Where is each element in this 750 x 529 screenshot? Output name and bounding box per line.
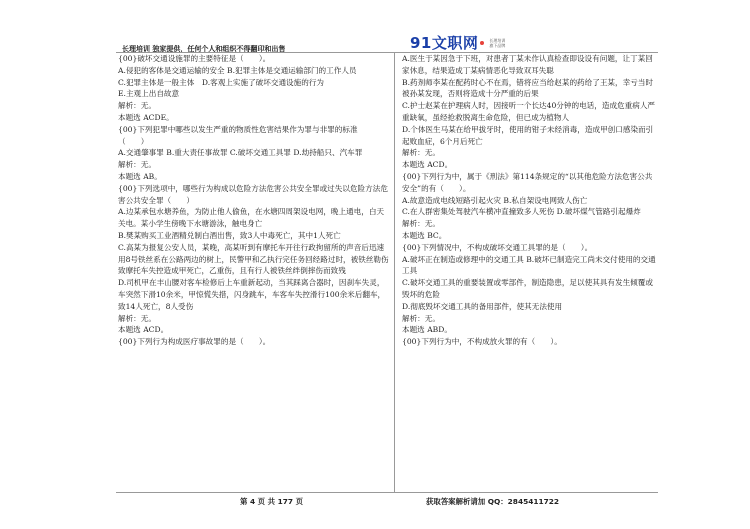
logo-text: 91文职网 <box>410 34 479 52</box>
option-line: C.破坏交通工具的重要装置或零部件，制造隐患，足以使其具有发生倾覆或毁坏的危险 <box>402 278 653 299</box>
question-text: {00}下列犯罪中哪些以发生严重的物质性危害结果作为罪与非罪的标准 <box>118 124 358 134</box>
analysis-line: 解析：无。 <box>402 219 440 229</box>
analysis-line: 解析：无。 <box>402 148 440 158</box>
left-column <box>118 53 390 348</box>
option-line: A.医生于某因急于下班，对患者丁某未作认真检查即设设有问题，让丁某回家休息，结果造成丁某病情恶化导致双耳失聪 <box>402 54 653 75</box>
logo-tagline-1: 长理培训 <box>489 37 506 43</box>
logo-tagline-2: 旗下品牌 <box>489 42 506 48</box>
option-line: A.边某承包水塘养鱼，为防止他人偷鱼，在水塘四周架设电网，晚上通电，白天关电。某小学生傍晚下水塘游泳，触电身亡 <box>118 207 385 229</box>
option-line: A.交通肇事罪 B.重大责任事故罪 C.破坏交通工具罪 D.劫持船只、汽车罪 <box>118 148 363 158</box>
question-text: {00}下列行为构成医疗事故罪的是（ ）。 <box>118 337 271 347</box>
question-text: {00}下列行为中，不构成放火罪的有（ ）。 <box>402 337 562 347</box>
option-line: C.高某为报复公安人员，某晚，高某听到有摩托车开往行政拘留所的声音后迅速用8号铁丝系在公路两边的树上，民警甲和乙执行完任务回经路过时，被铁丝勒伤致摩托车失控造成甲死亡，乙重伤，且有行人被铁丝绊倒摔伤而致残 <box>118 242 389 276</box>
answer-line: 本题选 ACD。 <box>118 325 169 335</box>
option-line: D.司机甲在丰山腰对客车检修后上车重新起动，当其踩离合器时，因刹车失灵，车突然下滑10余米，甲惊慌失措，闪身跳车，车客车失控滑行100余米后翻车，致14人死亡，8人受伤 <box>118 278 386 311</box>
logo-tagline <box>489 38 505 48</box>
answer-line: 本题选 AB。 <box>118 171 162 181</box>
option-line: D.个体医生马某在给甲拔牙时，使用的钳子未经消毒，造成甲创口感染而引起败血症，6个月后死亡 <box>402 124 654 146</box>
option-line: C.犯罪主体是一般主体 D.客观上实施了破坏交通设施的行为 <box>118 77 325 87</box>
page-number: 第 4 页 共 177 页 <box>240 497 303 506</box>
option-line: C.护士赵某在护理病人时，因接听一个长达40分钟的电话，造成危重病人严重缺氧，虽经抢救脱离生命危险，但已成为植物人 <box>402 101 656 122</box>
analysis-line: 解析：无。 <box>118 101 156 111</box>
answer-line: 本题选 ACDE。 <box>118 112 174 122</box>
option-line: B.樊某购买工业酒精兑制白酒出售，致3人中毒死亡，其中1人死亡 <box>118 230 341 240</box>
analysis-line: 解析：无。 <box>118 313 156 323</box>
option-line: B.药剂师李某在配药时心不在焉，错将应当给赵某的药给了王某，幸亏当时被孙某发现，否则将造成十分严重的后果 <box>402 77 653 99</box>
answer-line: 本题选 ABD。 <box>402 325 452 335</box>
footer-rule <box>116 492 658 493</box>
site-logo <box>410 32 505 53</box>
question-text: {00}下列选项中，哪些行为构成以危险方法危害公共安全罪或过失以危险方法危害公共安全罪（ ） <box>118 183 388 205</box>
answer-line: 本题选 ACD。 <box>402 160 453 170</box>
option-line: A.破坏正在制造或修理中的交通工具 B.破坏已制造完工尚未交付使用的交通工具 <box>402 254 656 276</box>
option-line: D.彻底毁坏交通工具的备用部件，使其无法使用 <box>402 301 563 311</box>
question-text: {00}下列情况中，不构成破坏交通工具罪的是（ ）。 <box>402 242 593 252</box>
contact-info: 获取答案解析请加 QQ：2845411722 <box>426 497 560 506</box>
option-line: A.侵犯的客体是交通运输的安全 B.犯罪主体是交通运输部门的工作人员 <box>118 65 357 75</box>
analysis-line: 解析：无。 <box>402 313 440 323</box>
option-line: E.主观上出自故意 <box>118 89 180 99</box>
header-note: 长理培训 独家提供，任何个人和组织不得翻印和出售 <box>122 45 286 53</box>
logo-dot-icon <box>480 41 484 45</box>
column-divider <box>394 52 395 492</box>
option-line: A.故意造成电线短路引起火灾 B.私自架设电网致人伤亡 <box>402 195 588 205</box>
question-text: {00}下列行为中，属于《刑法》第114条规定的“以其他危险方法危害公共安全”的有（ ）。 <box>402 171 653 193</box>
right-column <box>402 53 658 348</box>
answer-line: 本题选 BC。 <box>402 230 447 240</box>
option-line: C.在人群密集处驾驶汽车横冲直撞致多人死伤 D.破坏煤气管路引起爆炸 <box>402 207 641 217</box>
question-text: {00}破坏交通设施罪的主要特征是（ ）。 <box>118 54 271 63</box>
question-text: （ ） <box>118 136 149 146</box>
analysis-line: 解析：无。 <box>118 160 156 170</box>
